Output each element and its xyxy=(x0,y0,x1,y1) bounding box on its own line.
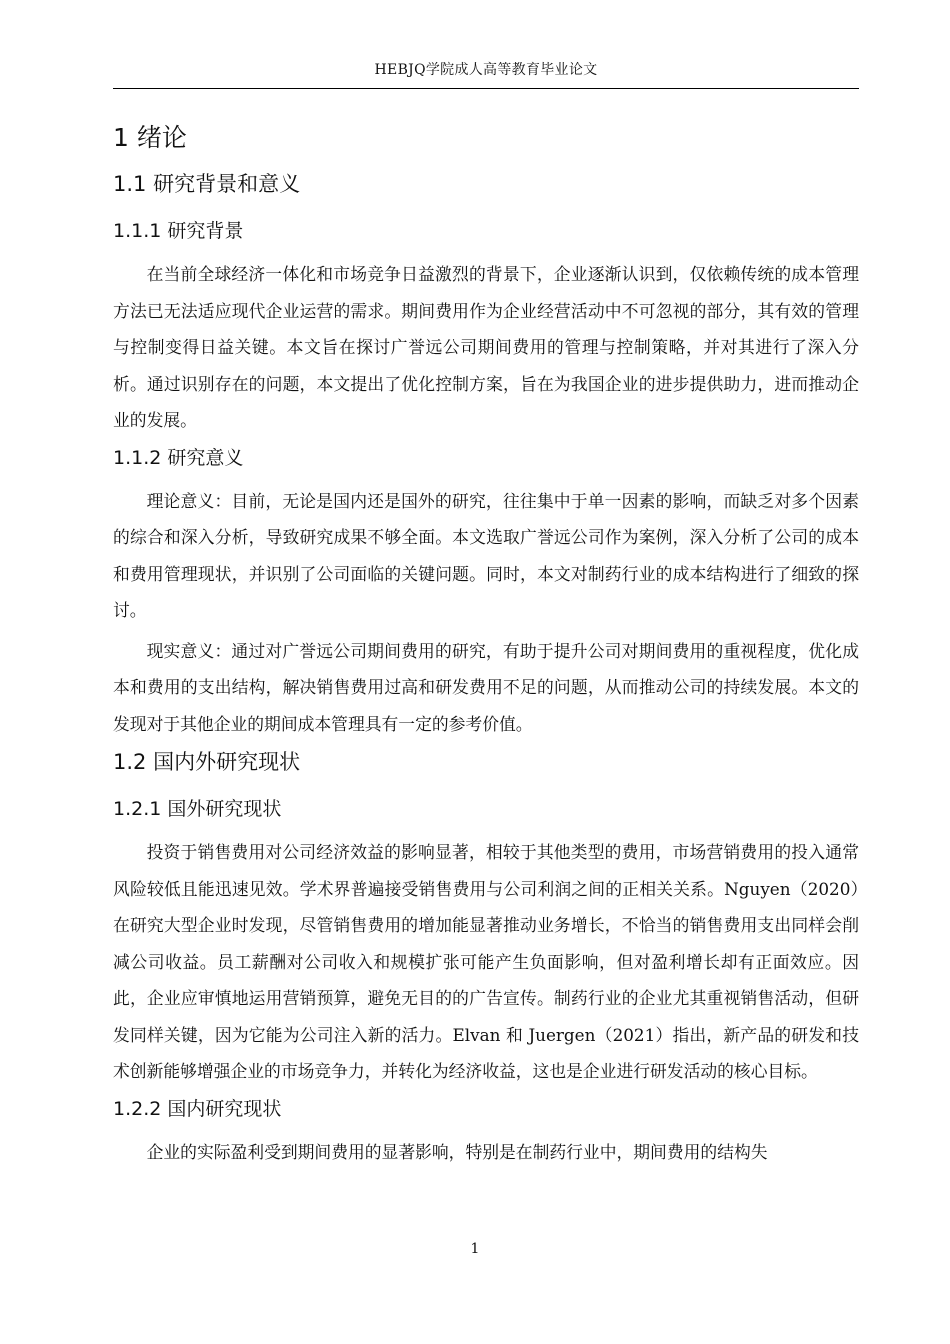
chapter-heading: 1 绪论 xyxy=(113,123,187,152)
page-number: 1 xyxy=(470,1241,480,1257)
section-heading-1-2: 1.2 国内外研究现状 xyxy=(113,750,301,774)
document-body xyxy=(113,114,859,1174)
paragraph-foreign-research: 投资于销售费用对公司经济效益的影响显著，相较于其他类型的费用，市场营销费用的投入通常风险较低且能迅速见效。学术界普遍接受销售费用与公司利润之间的正相关关系。Nguyen（2020）在研究大型企业时发现，尽管销售费用的增加能显著推动业务增长，不恰当的销售费用支出同样会削减公司收益。员工薪酬对公司收入和规模扩张可能产生负面影响，但对盈利增长却有正面效应。因此，企业应审慎地运用营销预算，避免无目的的广告宣传。制药行业的企业尤其重视销售活动，但研发同样关键，因为它能为公司注入新的活力。Elvan 和 Juergen（2021）指出，新产品的研发和技术创新能够增强企业的市场竞争力，并转化为经济收益，这也是企业进行研发活动的核心目标。 xyxy=(113,842,859,1081)
page-header xyxy=(113,52,859,89)
paragraph-domestic-research: 企业的实际盈利受到期间费用的显著影响，特别是在制药行业中，期间费用的结构失 xyxy=(146,1141,768,1162)
paragraph-research-background: 在当前全球经济一体化和市场竞争日益激烈的背景下，企业逐渐认识到，仅依赖传统的成本管理方法已无法适应现代企业运营的需求。期间费用作为企业经营活动中不可忽视的部分，其有效的管理与控制变得日益关键。本文旨在探讨广誉远公司期间费用的管理与控制策略，并对其进行了深入分析。通过识别存在的问题，本文提出了优化控制方案，旨在为我国企业的进步提供助力，进而推动企业的发展。 xyxy=(113,264,859,430)
subsection-heading-1-1-2: 1.1.2 研究意义 xyxy=(113,446,244,469)
header-title: HEBJQ学院成人高等教育毕业论文 xyxy=(374,62,598,78)
subsection-heading-1-2-2: 1.2.2 国内研究现状 xyxy=(113,1097,282,1120)
section-heading-1-1: 1.1 研究背景和意义 xyxy=(113,172,301,196)
paragraph-practical-significance: 现实意义：通过对广誉远公司期间费用的研究，有助于提升公司对期间费用的重视程度，优化成本和费用的支出结构，解决销售费用过高和研发费用不足的问题，从而推动公司的持续发展。本文的发现对于其他企业的期间成本管理具有一定的参考价值。 xyxy=(113,640,859,734)
subsection-heading-1-2-1: 1.2.1 国外研究现状 xyxy=(113,798,282,820)
paragraph-theoretical-significance: 理论意义：目前，无论是国内还是国外的研究，往往集中于单一因素的影响，而缺乏对多个因素的综合和深入分析，导致研究成果不够全面。本文选取广誉远公司作为案例，深入分析了公司的成本和费用管理现状，并识别了公司面临的关键问题。同时，本文对制药行业的成本结构进行了细致的探讨。 xyxy=(113,490,859,620)
subsection-heading-1-1-1: 1.1.1 研究背景 xyxy=(113,220,244,242)
